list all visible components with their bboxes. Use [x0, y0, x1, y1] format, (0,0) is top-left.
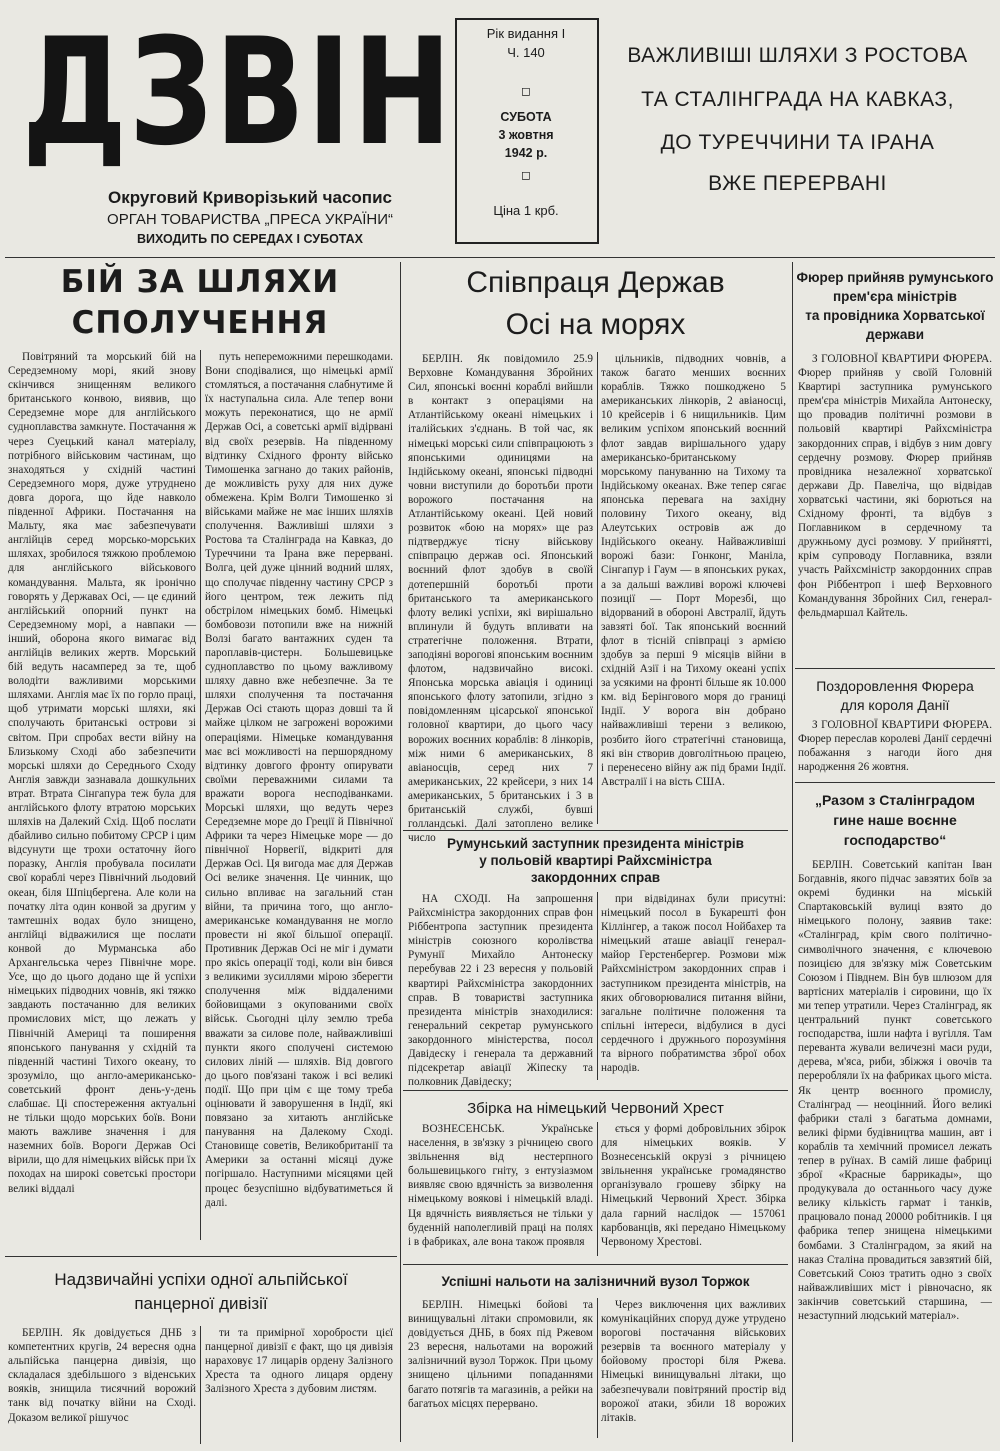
stalingrad-title: гине наше воєнне	[833, 812, 957, 828]
fuehrer-title: прем'єра міністрів	[833, 289, 957, 304]
issue-year-date: 1942 р.	[504, 146, 548, 160]
romanian-column-2: при відвідинах були присутні: німецький посол в Букарешті фон Кіллінгер, а також посол Нойбахер та німецький аташе авіації генерал-майор Герстенбергер. Розмови між Райхсміністром закордонних справ і заступником президента міністрів, на яких обговорювалися питання війни, загальне політичне положення та спільні інтереси, відбулися в дусі сердечного і дружнього порозуміння та вірного побратимства зброї обох народів.	[601, 893, 786, 1075]
romanian-title: Румунський заступник президента міністрів	[447, 836, 744, 851]
boi-title: СПОЛУЧЕННЯ	[71, 305, 329, 341]
redcross-column-1: ВОЗНЕСЕНСЬК. Українське населення, в зв'язку з річницею свого звільнення від нестерпного большевицького гніту, з ентузіазмом виявляє свою вдячність за визволення німецькому воякові і німецькій владі. Ця вдячність виявляється не тільки у буденній наполегливій праці на полях і в фабриках, але вона також проявля	[408, 1123, 593, 1248]
column-divider	[597, 1298, 598, 1438]
boi-column-1: Повітряний та морський бій на Середземному морі, який знову скінчився знищенням великого британського конвою, виявив, що Середземне море для англійського судноплавства замкнуте. Постачання ж через Суецький канал матеріалу, потрібного військовим частинам, що знаходяться у східній частині Середземного моря, дуже утруднено довга дорога, що йде навколо південної Африки. Постачання на Мальту, яка має забезпечувати англійців серед морсько-морських шляхах, зробилося тяжкою проблемою для англійського військового командування. Мальта, як іронічно говорять у Державах Осі, — це єдиний англійський опорний пункт на Середземному морі, а навпаки — інший, оборона якого вимагає від англійців великих жертв. Морський бій ведуть насамперед за те, щоб володіти важливими морськими шляхами. Англія має їх по горло праці, щоб утримати морські шляхи, які сполучають британські острови зі світом. При спробах вести війну на Близькому Сході або забезпечити морські шляхи до Середнього Сходу Англія завжди зазнавала дошкульних втрат. Втрата Сінгапура теж була для англійського флоту втратою морських шляхів на Далекий Схід. Щоб послати дбайливо сильно побитому СРСР і цим відсунути ще трохи остаточну його поразку, Англія пробувала посилати свої кораблі через Північний льодовий океан, біля Шпіцбергена. Але коли на початку літа один конвой за другим у тамтешніх водах було знищено, англійці відважилися ще послати конвой до Мурманська або Архангельська через Північне море. Усе, що до цього додано ще й успіхи німецьких підводних човнів, які тяжко завдають постачанню для великих промислових міст, що лежать у Північній Америці та поширення японського панування у східній та південній частині Тихого океану, то зрозуміло, що англо-американсько-советський фронт день-у-день слабшає. Ці спостереження актуальні не тільки щодо морських боїв. Вони мають важливе значення і для наземних боїв. Вороги Держав Осі вірили, що для німецьких військ при їх походах на широкі советські простори великі віддалі	[8, 351, 196, 1195]
section-divider	[5, 1256, 397, 1257]
column-divider	[200, 1326, 201, 1444]
alpine-title: панцерної дивізії	[134, 1294, 268, 1313]
issue-date: 3 жовтня	[498, 128, 554, 142]
torzhok-column-1: БЕРЛІН. Німецькі бойові та винищувальні літаки спромовили, як довідується ДНБ, в боях під Ржевом 23 вересня, нальотами на ворожий залізничний вузол Торжок. При цьому знищено цільними попаданнями багато потягів та магазинів, а рейки на багатьох місцях перервано.	[408, 1299, 593, 1410]
page-divider	[792, 262, 793, 1442]
stalingrad-title: „Разом з Сталінградом	[815, 792, 975, 808]
alpine-column-2: ти та примірної хоробрости цієї панцерної дивізії є факт, що ця дивізія нараховує 17 лицарів ордену Залізного Хреста та одного лицаря ордену Залізного Хреста з дубовим листям.	[205, 1327, 393, 1396]
section-divider	[403, 1264, 788, 1265]
denmark-body: З ГОЛОВНОЇ КВАРТИРИ ФЮРЕРА. Фюрер переслав королеві Данії сердечні побажання з нагоди його дня народження 26 жовтня.	[798, 719, 992, 774]
section-divider	[795, 668, 995, 669]
boi-column-2: путь непереможними перешкодами. Вони сподівалися, що німецькі армії стомляться, а постачання слабнутиме й їх наступальна сила. Але тепер вони можуть переконатися, що не армії Держав Осі, а советські армії відірвані від своїх резервів. На південному відтинку Східного фронту військо Тимошенка загнано до таких районів, де можливість руху для них дуже обмежена. Крім Волги Тимошенко зі військами майже не має інших шляхів сполучення. Важливіші шляхи з Ростова та Сталінграда на Кавказ, до Туреччини та Ірана вже перервані. Волга, цей дуже цінний водний шлях, що сполучає південну частину СРСР з його центром, теж лежить під обстрілом німецьких бомб. Німецькі бомбовози потопили вже на нижній Волзі багато вантажних суден та пароплавів-цистерн. Большевицьке судноплавство по цьому важливому шляху давно вже небезпечне. За те шляхи сполучення та постачання Держав Осі стають щораз довші та й майже цілком не загрожені ворожими операціями. Німецьке командування має всі можливості на першорядному відтинку довгого фронту опирувати своїми переважними силами та вражати ворога несподіванками. Морські шляхи, що ведуть через Середземне море до Греції й Північної Африки та через Німецьке море — до північної Норвегії, відкриті для Держав Осі. Ця вигода має для Держав Осі велике значення. Це чинник, що сильно впливає на загальний стан війни, та причина того, що англо-американське командування не могло провести ні якої більшої операції. Противник Держав Осі не міг і думати про якісь операції тоді, коли він бився з великими зусиллями мірою зберегти сполучення між віддаленими бойовищами з окупованими своїх військ. Сьогодні цілу землю треба вважати за силове поле, найважливіші пункти якого сполучені системою силових ліній — шляхів. Від довгого до цього пов'язані також і всі великі події. Що при цім є ще тому треба оцінювати й заворушення в Індії, які повязано за хитають англійське панування на Далекому Сході. Становище советів, Великобританії та Америки за останні місяці дуже погіршало. Наступними місяцями цей процес безуспішно відбуватиметься й далі.	[205, 351, 393, 1209]
section-divider	[795, 782, 995, 783]
section-divider	[403, 1090, 788, 1091]
banner-line: ВЖЕ ПЕРЕРВАНІ	[708, 172, 887, 195]
column-divider	[597, 1122, 598, 1256]
masthead-subtitle: Округовий Криворізький часопис	[108, 188, 392, 207]
issue-weekday: СУБОТА	[500, 110, 552, 124]
romanian-title: закордонних справ	[530, 870, 661, 885]
axis-column-1: БЕРЛІН. Як повідомило 25.9 Верховне Командування Збройних Сил, японські воєнні кораблі вийшли в контакт з операціями на Атлантійському океані німецьких і італійських з'єднань. В той час, як німецькі морські сили співпрацюють з японськими одиницями на Індійському океані, японські підводні човни виступили до боротьби проти ворожого постачання на Атлантійському океані. Цей новий розвиток «бою на морях» ще раз підтверджує тісну військову співпрацю держав осі. Японський воєнний флот здобув в своїй дотепершній боротьбі проти британського та американського флоту великі успіхи, які вирішально вплинули й будуть впливати на стратегічне положення. Втрати, заподіяні ворогові японським воєнним флотом, надзвичайно високі. Японська морська авіація і одиниці японського флоту затопили, згідно з повідомленням цісарської японської головної квартири, до цього часу ворожих воєнних кораблів: 8 лінкорів, між ними 6 американських, 8 авіаносців, серед них 7 американських, 22 крейсери, з них 14 американських, 5 британських і 3 в британській службі, бувші голландські. Далі затоплено велике число	[408, 353, 593, 845]
masthead-title: ДЗВІН	[22, 5, 454, 178]
section-divider	[403, 830, 788, 831]
axis-column-2: цільників, підводних човнів, а також багато менших воєнних кораблів. Тяжко пошкоджено 5 американських лінкорів, 2 авіаносці, 10 крейсерів і 6 нищильників. Цим великим успіхом японський воєнний флот завдав вирішального удару американсько-британському морському пануванню на Тихому та Індійському океанах. Вже тепер сягає японська перевага на західну половину Тихого океану, від Алеутських островів аж до Індійського океану. Найважливіші ворожі бази: Гонконг, Маніла, Сінгапур і Гаум — в японських руках, а за дальші важливі ворожі ключеві позиції — Порт Морезбі, що відорваний в обороні Австралії, йдуть завзяті бої. Так японський воєнний флот в тісній співпраці з армією здобув за перші 9 місяців війни в східній Азії і на Тихому океані успіх за усякими на фронті більше як 10.000 км. від Берінгового моря до границі Індії. У ворога він добрано найважливіші терени з великою, розбито його стратегічні становища, які він створив довголітньою працею, і перенесено війну аж під брами Індії. Австралії і на вість США.	[601, 353, 786, 788]
alpine-column-1: БЕРЛІН. Як довідується ДНБ з компетентних кругів, 24 вересня одна альпійська панцерна дивізія, що складалася здебільшого з віденських вояків, знищила тисячний ворожий танк від початку війни на Сході. Доказом великої рішучос	[8, 1327, 196, 1424]
masthead-schedule: ВИХОДИТЬ ПО СЕРЕДАХ І СУБОТАХ	[136, 232, 364, 246]
redcross-title: Збірка на німецький Червоний Хрест	[467, 1100, 724, 1117]
square-ornament-icon: ◻	[521, 168, 531, 182]
romanian-column-1: НА СХОДІ. На запрошення Райхсміністра закордонних справ фон Ріббентропа заступник президента міністрів союзного королівства Румунії Михайло Антонеску перебував 22 і 23 вересня у польовій квартирі Райхсміністра закордонних справ. В товаристві заступника президента міністрів знаходилися: генеральний секретар румунського закордонного міністерства, посол Давідеску і генерала та державний підсекретар авіації Жіпеску та полковник Давідеску;	[408, 893, 593, 1089]
denmark-title: Поздоровлення Фюрера	[816, 678, 974, 694]
issue-price: Ціна 1 крб.	[493, 203, 559, 218]
column-divider	[200, 350, 201, 1240]
fuehrer-title: Фюрер прийняв румунського	[796, 270, 994, 285]
denmark-title: для короля Данії	[840, 697, 950, 713]
fuehrer-title: та провідника Хорватської	[805, 308, 985, 323]
column-divider	[597, 892, 598, 1080]
fuehrer-body: З ГОЛОВНОЇ КВАРТИРИ ФЮРЕРА. Фюрер прийняв у своїй Головній Квартирі заступника румунського прем'єра міністрів Михайла Антонеску, що провадив політичні розмови в польовій квартирі Райхсміністра закордонних справ, і відбув з ним довгу сердечну розмову. Фюрер прийняв провідника незалежної хорватської держави Др. Павеліча, що відвідав хорватські частини, які борються на Східному фронті, та відбув з Поглавником в сердечному та дружньому дусі розмову. У прийнятті, крім супроводу Поглавника, взяли участь Райхсміністр закордонних справ фон Ріббентроп і шеф Верховного Командування Збройних Сил, генерал-фельдмаршал Кайтель.	[798, 353, 992, 619]
fuehrer-title: держави	[866, 327, 924, 342]
banner-line: ВАЖЛИВІШІ ШЛЯХИ З РОСТОВА	[627, 44, 968, 67]
stalingrad-title: господарство“	[843, 832, 947, 848]
stalingrad-body: БЕРЛІН. Советський капітан Іван Богдавнів, якого підчас завзятих боїв за окремі будинки на міській Спартаковській вулиці взято до німецького полону, заявив таке: «Сталінград, крім свого політично-символічного значення, є ключевою позицією для зв'язку між Советським Союзом і Півднем. Він був шлюзом для вартісних матеріалів і сировини, що їх ми тепер утратили. Через Сталінград, як центральний пункт советського господарства, ішли нафта і вугілля. Там переванта жували величезні маси руди, дерева, м'яса, риби, збіжжя і овочів та переробляли їх на фабриках цього міста. Як центр воєнного промислу, Сталінград — неоцінний. Його великі фабрики сталі з багатьма домнами, великі фірми будівництва машин, авт і кораблів та хемічний промисел лежать тепер в руїнах. В самій лише фабриці зброї «Красные баррикады», що продукувала до останнього часу дуже велику кількість гармат і танків, працювало понад 20000 робітників. І ця фабрика тепер знищена німецькими бомбами. З Сталінградом, за який на наказ Сталіна провадиться завзятий бій, Советський Союз тратить одно з своїх найважливіших міст і рівночасно, як закінчив советський старшина, — незаступний людський матеріал».	[798, 859, 992, 1322]
axis-title: Осі на морях	[505, 308, 686, 341]
square-ornament-icon: ◻	[521, 84, 531, 98]
redcross-column-2: ється у формі добровільних збірок для німецьких вояків. У Вознесенській окрузі з річницею звільнення українське громадянство організувало грошеву збірку на Німецький Червоний Хрест. Збірка дала гарний наслідок — 157061 карбованців, які передано Німецькому Червоному Хрестові.	[601, 1123, 786, 1248]
axis-title: Співпраця Держав	[466, 266, 725, 299]
romanian-title: у польовій квартирі Райхсміністра	[479, 853, 712, 868]
alpine-title: Надзвичайні успіхи одної альпійської	[54, 1270, 348, 1289]
page-divider	[400, 262, 401, 1442]
banner-line: ТА СТАЛІНГРАДА НА КАВКАЗ,	[641, 88, 954, 111]
torzhok-title: Успішні нальоти на залізничний вузол Торжок	[441, 1274, 750, 1289]
masthead-organ: ОРГАН ТОВАРИСТВА „ПРЕСА УКРАЇНИ“	[107, 211, 393, 228]
torzhok-column-2: Через виключення цих важливих комунікаційних споруд дуже утрудено ворогові постачання військових резервів та воєнного матеріалу у бойовому просторі біля Ржева. Німецькі винищувальні літаки, що забезпечували повітряний простір від ворожої атаки, збили 18 ворожих літаків.	[601, 1299, 786, 1424]
header-divider	[5, 257, 995, 258]
issue-year: Рік видання І	[486, 26, 566, 41]
issue-number: Ч. 140	[507, 45, 545, 60]
column-divider	[597, 352, 598, 824]
banner-line: ДО ТУРЕЧЧИНИ ТА ІРАНА	[660, 131, 935, 154]
boi-title: БІЙ ЗА ШЛЯХИ	[60, 264, 340, 300]
